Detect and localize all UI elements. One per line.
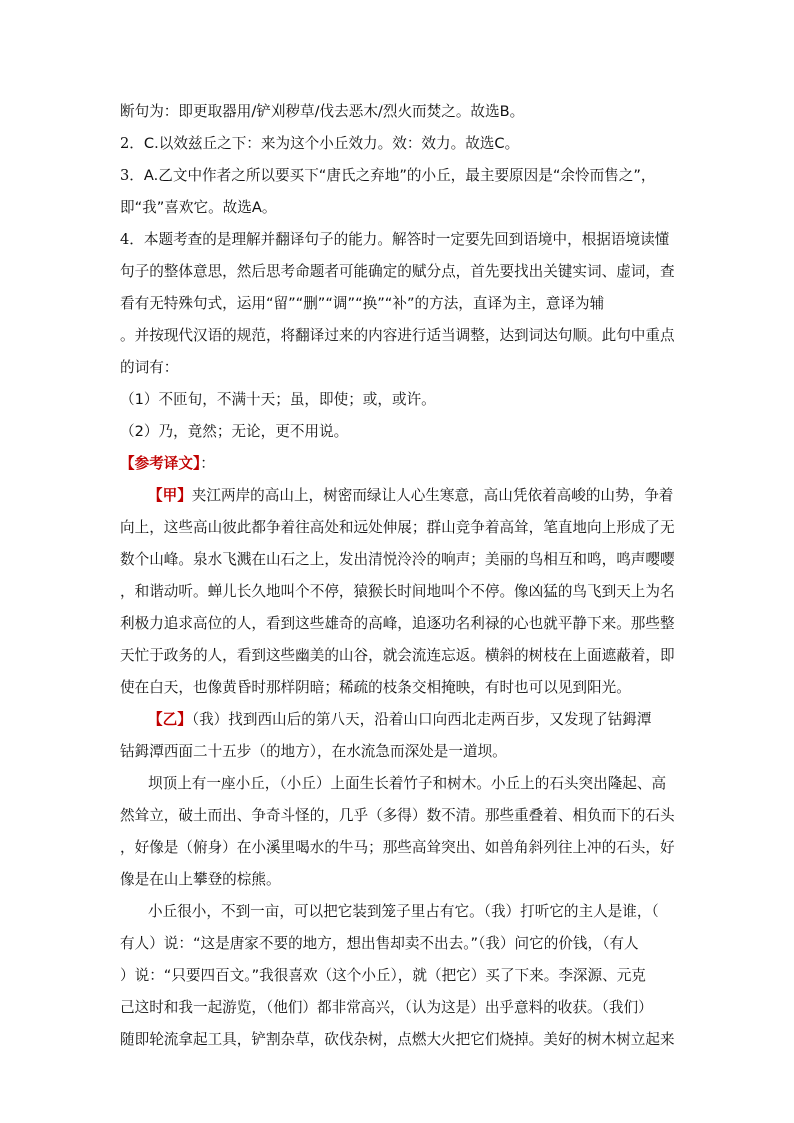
section-label: 【参考译文】 (120, 455, 201, 472)
passage-yi-p2-line-3: ，好像是（俯身）在小溪里喝水的牛马；那些高耸突出、如兽角斜列往上冲的石头，好 (120, 839, 675, 856)
passage-jia-line-2: 向上，这些高山彼此都争着往高处和远处伸展；群山竞争着高耸，笔直地向上形成了无 (120, 519, 675, 536)
answer-number: 2． (120, 135, 144, 152)
reference-translation-heading: 【参考译文】： (120, 455, 215, 472)
passage-jia-line-1: 【甲】夹江两岸的高山上，树密而绿让人心生寒意，高山凭依着高峻的山势，争着 (148, 487, 674, 504)
passage-yi-p3-line-1: 小丘很小，不到一亩，可以把它装到笼子里占有它。（我）打听它的主人是谁，（ (148, 903, 659, 920)
answer-1-continuation: 断句为：即更取器用/铲刈秽草/伐去恶木/烈火而焚之。故选B。 (120, 103, 525, 120)
section-label: 【甲】 (148, 487, 192, 504)
passage-yi-p2-line-4: 像是在山上攀登的棕熊。 (120, 871, 281, 888)
passage-yi-line-1: 【乙】（我）找到西山后的第八天，沿着山口向西北走两百步，又发现了钴鉧潭 (148, 711, 652, 728)
passage-yi-line-2: 钴鉧潭西面二十五步（的地方），在水流急而深处是一道坝。 (120, 743, 507, 760)
answer-3-line-1: 3．A.乙文中作者之所以要买下“唐氏之弃地”的小丘，最主要原因是“余怜而售之”， (120, 167, 656, 184)
answer-2: 2．C.以效兹丘之下：来为这个小丘效力。效：效力。故选C。 (120, 135, 520, 152)
key-word-2: （2）乃，竟然；无论，更不用说。 (120, 423, 349, 440)
answer-3-line-2: 即“我”喜欢它。故选A。 (120, 199, 277, 216)
passage-yi-p3-line-4: 己这时和我一起游览，（他们）都非常高兴，（认为这是）出乎意料的收获。（我们） (120, 999, 653, 1016)
answer-4-line-5: 的词有： (120, 359, 179, 376)
passage-yi-p2-line-1: 坝顶上有一座小丘，（小丘）上面生长着竹子和树木。小丘上的石头突出隆起、高 (148, 775, 667, 792)
answer-4-line-3: 看有无特殊句式，运用“留”“删”“调”“换”“补”的方法，直译为主，意译为辅 (120, 295, 605, 312)
passage-jia-line-5: 利极力追求高位的人，看到这些雄奇的高峰，追逐功名利禄的心也就平静下来。那些整 (120, 615, 675, 632)
answer-number: 3． (120, 167, 144, 184)
answer-number: 4． (120, 231, 144, 248)
answer-4-line-2: 句子的整体意思，然后思考命题者可能确定的赋分点，首先要找出关键实词、虚词，查 (120, 263, 675, 280)
passage-yi-p2-line-2: 然耸立，破土而出、争奇斗怪的，几乎（多得）数不清。那些重叠着、相负而下的石头 (120, 807, 675, 824)
key-word-1: （1）不匝旬，不满十天；虽，即使；或，或许。 (120, 391, 436, 408)
answer-4-line-1: 4．本题考查的是理解并翻译句子的能力。解答时一定要先回到语境中，根据语境读懂 (120, 231, 670, 248)
passage-yi-p3-line-2: 有人）说：“这是唐家不要的地方，想出售却卖不出去。”（我）问它的价钱，（有人 (120, 935, 639, 952)
passage-jia-line-3: 数个山峰。泉水飞溅在山石之上，发出清悦泠泠的响声；美丽的鸟相互和鸣，鸣声嘤嘤 (120, 551, 675, 568)
passage-jia-line-4: ，和谐动听。蝉儿长久地叫个不停，猿猴长时间地叫个不停。像凶猛的鸟飞到天上为名 (120, 583, 675, 600)
section-label: 【乙】 (148, 711, 192, 728)
passage-jia-line-6: 天忙于政务的人，看到这些幽美的山谷，就会流连忘返。横斜的树枝在上面遮蔽着，即 (120, 647, 675, 664)
passage-yi-p3-line-5: 随即轮流拿起工具，铲割杂草，砍伐杂树，点燃大火把它们烧掉。美好的树木树立起来 (120, 1031, 675, 1048)
passage-jia-line-7: 使在白天，也像黄昏时那样阴暗；稀疏的枝条交相掩映，有时也可以见到阳光。 (120, 679, 631, 696)
answer-4-line-4: 。并按现代汉语的规范，将翻译过来的内容进行适当调整，达到词达句顺。此句中重点 (120, 327, 675, 344)
passage-yi-p3-line-3: ）说：“只要四百文。”我很喜欢（这个小丘），就（把它）买了下来。李深源、元克 (120, 967, 646, 984)
